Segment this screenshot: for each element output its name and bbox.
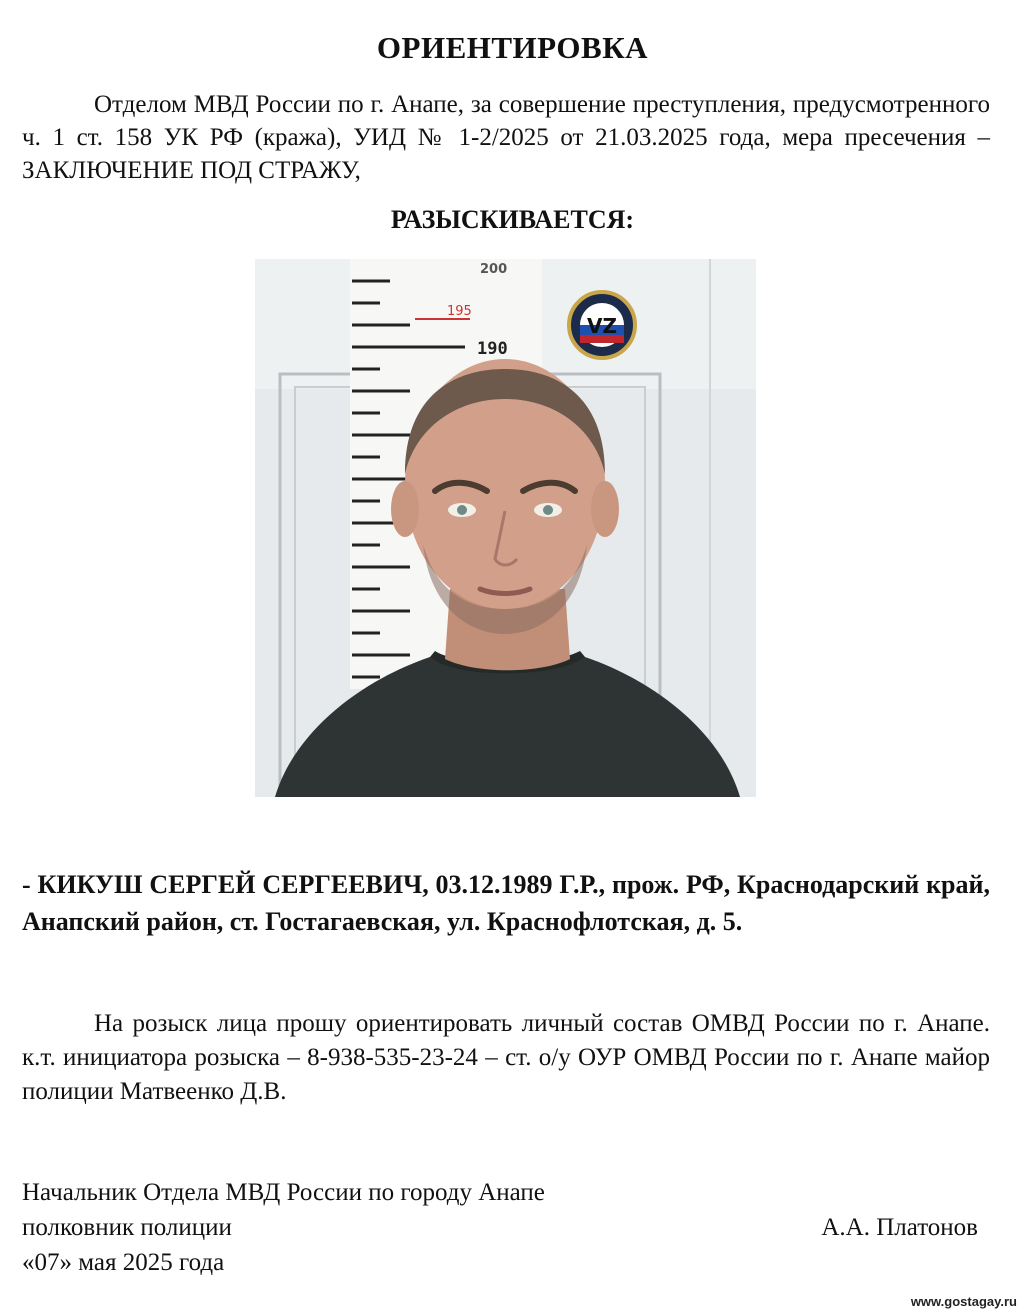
ruler-label-200: 200 <box>480 262 508 277</box>
signature-block <box>22 1175 545 1280</box>
ruler-label-195: 195 <box>447 304 472 319</box>
intro-paragraph: Отделом МВД России по г. Анапе, за совершение преступления, предусмотренного ч. 1 ст. 158 УК РФ (кража), УИД № 1-2/2025 от 21.03.2025 года, мера пресечения – ЗАКЛЮЧЕНИЕ ПОД СТРАЖУ, <box>22 91 990 184</box>
badge-text: VZ <box>587 314 617 338</box>
wanted-heading: РАЗЫСКИВАЕТСЯ: <box>390 205 635 234</box>
signature-name: А.А. Платонов <box>821 1214 978 1241</box>
ruler-label-190: 190 <box>477 339 508 359</box>
site-watermark: www.gostagay.ru <box>910 1294 1017 1309</box>
document-title: ОРИЕНТИРОВКА <box>376 30 649 65</box>
signature-rank: полковник полиции <box>22 1214 232 1241</box>
signature-date: «07» мая 2025 года <box>22 1249 225 1276</box>
request-paragraph: На розыск лица прошу ориентировать личный состав ОМВД России по г. Анапе. к.т. инициатора розыска – 8-938-535-23-24 – ст. о/у ОУР ОМВД России по г. Анапе майор полиции Матвеенко Д.В. <box>22 1010 990 1105</box>
badge-emblem-icon <box>569 292 635 358</box>
suspect-details: - КИКУШ СЕРГЕЙ СЕРГЕЕВИЧ, 03.12.1989 Г.Р., прож. РФ, Краснодарский край, Анапский район, ст. Гостагаевская, ул. Краснофлотская, д. 5. <box>22 870 990 936</box>
signature-position: Начальник Отдела МВД России по городу Анапе <box>22 1179 545 1206</box>
suspect-photo <box>255 259 756 797</box>
